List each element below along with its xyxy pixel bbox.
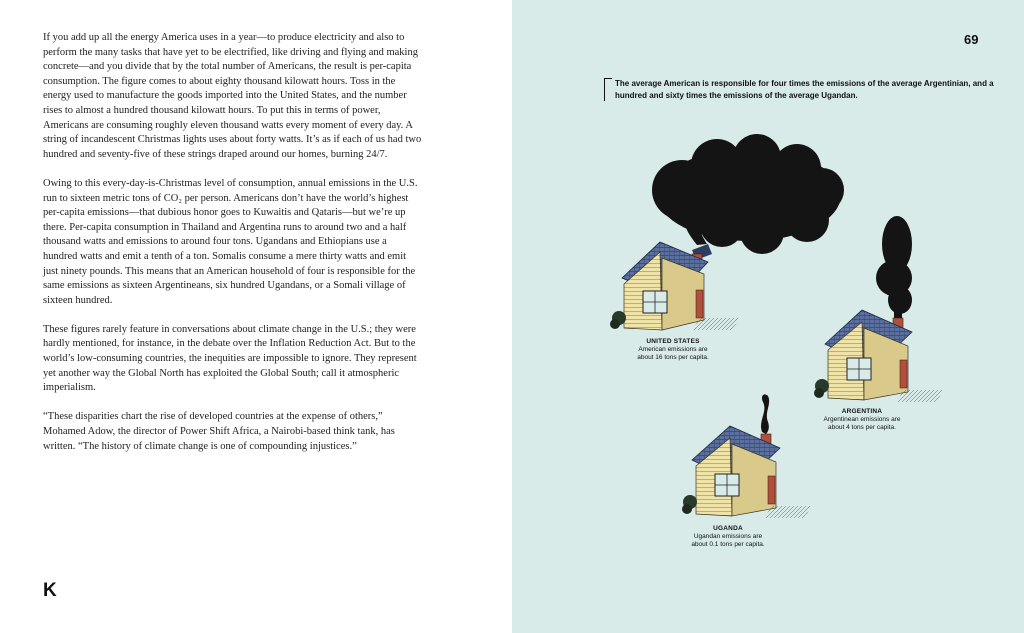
uganda-house-label [663,525,793,549]
paragraph-3: These figures rarely feature in conversations about climate change in the U.S.; they were hardly mentioned, for instance, in the debate over the Inflation Reduction Act. But to the world’s low-consuming countries, the inequities are impossible to ignore. They represent yet another way the Global North has exploited the Global South; call it atmospheric imperialism. [43,323,417,394]
argentina-smoke-icon [876,216,912,322]
paragraph-1: If you add up all the energy America uses in a year—to produce electricity and also to perform the many tasks that have yet to be electrified, like driving and flying and making concrete—and you divide that by the total number of Americans, the result is per-capita consumption. The figure comes to about eighty thousand kilowatt hours. Toss in the energy used to manufacture the goods imported into the United States, and the number rises to almost a hundred thousand kilowatt hours. To put this in terms of power, Americans are consuming roughly eleven thousand watts every moment of every day. A string of incandescent Christmas lights uses about forty watts. It’s as if each of us had two hundred and seventy-five of these strings draped around our homes, burning 24/7. [43,32,422,160]
argentina-label-name: ARGENTINA [841,408,883,415]
us-label-desc-2: about 16 tons per capita. [637,354,709,361]
argentina-label-desc-1: Argentinean emissions are [823,416,901,423]
publisher-mark: K [43,580,57,601]
paragraph-2: Owing to this every-day-is-Christmas level of consumption, annual emissions in the U.S. run to sixteen metric tons of CO₂ per person. Americans don’t have the world’s highest per-capita emissions—that dubious honor goes to Kuwaitis and Qataris—but we’re up there. Per-capita consumption in Thailand and Argentina runs to around two and a half thousand watts and emissions to around four tons. Ugandans and Ethiopians use a hundred watts and emit a tenth of a ton. Somalis consume a mere thirty watts and emit just ninety pounds. This means that an American household of four is responsible for the same emissions as sixteen Argentineans, six hundred Ugandans, or a Somali village of sixteen hundred. [43,177,418,306]
argentina-house-label [797,408,927,432]
uganda-label-name: UGANDA [713,525,743,532]
page-number: 69 [964,32,979,47]
us-smoke-icon [652,134,844,254]
right-page [512,0,1024,633]
argentina-house-icon [814,310,944,402]
us-house-icon [610,242,740,330]
paragraph-4: “These disparities chart the rise of developed countries at the expense of others,” Mohamed Adow, the director of Power Shift Africa, a Nairobi-based think tank, has written. “The history of climate change is one of compounding injustices.” [43,411,395,452]
uganda-label-desc-1: Ugandan emissions are [693,533,763,540]
us-label-name: UNITED STATES [646,338,700,345]
illustration-caption: The average American is responsible for four times the emissions of the average Argentinian, and a hundred and sixty times the emissions of the average Ugandan. [615,79,994,100]
us-house-label [608,338,738,362]
uganda-smoke-icon [761,394,769,434]
body-text [43,31,423,469]
uganda-label-desc-2: about 0.1 tons per capita. [691,541,765,548]
uganda-house-icon [682,426,812,518]
argentina-label-desc-2: about 4 tons per capita. [828,424,896,431]
us-label-desc-1: American emissions are [638,346,708,353]
